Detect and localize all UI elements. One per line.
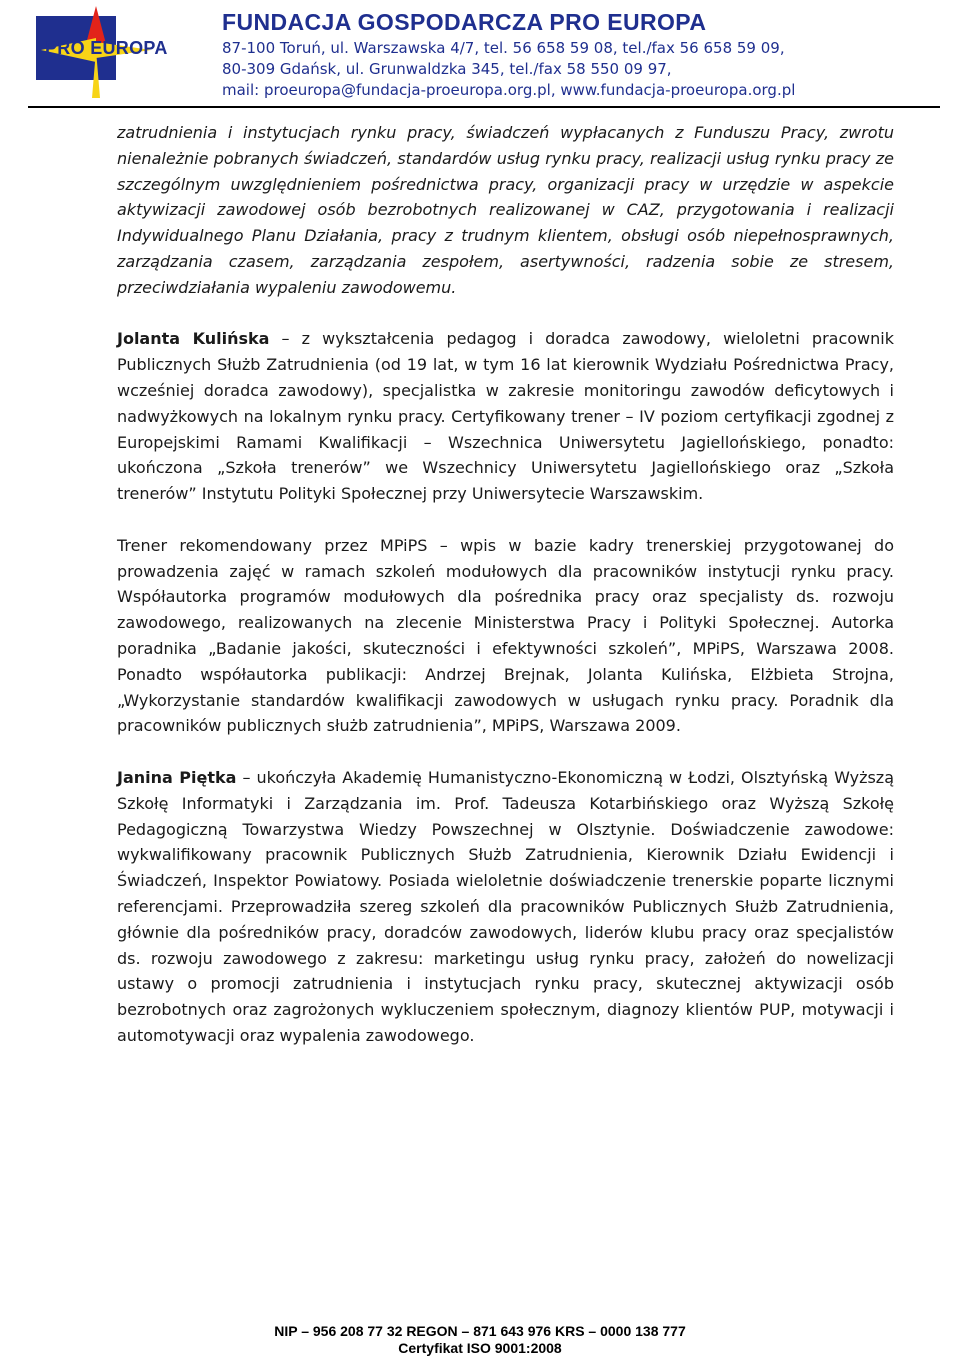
footer-registration-numbers: NIP – 956 208 77 32 REGON – 871 643 976 KRS – 0000 138 777 [274, 1323, 686, 1339]
document-body [117, 120, 894, 1074]
organization-name: FUNDACJA GOSPODARCZA PRO EUROPA [222, 9, 707, 35]
paragraph-kulinska [117, 326, 894, 507]
paragraph-pietka-text: – ukończyła Akademię Humanistyczno-Ekonomiczną w Łodzi, Olsztyńską Wyższą Szkołę Informatyki i Zarządzania im. Prof. Tadeusza Kotarbińskiego oraz Wyższą Szkołę Pedagogiczną Towarzystwa Wiedzy Powszechnej w Olsztynie. Doświadczenie zawodowe: wykwalifikowany pracownik Publicznych Służb Zatrudnienia, Kierownik Działu Ewidencji i Świadczeń, Inspektor Powiatowy. Posiada wieloletnie doświadczenie trenerskie poparte licznymi referencjami. Przeprowadziła szereg szkoleń dla pracowników Publicznych Służb Zatrudnienia, głównie dla pośredników pracy, doradców zawodowych, liderów klubu pracy oraz specjalistów ds. rozwoju zawodowego z zakresu: marketingu usług rynku pracy, założeń do nowelizacji ustawy o promocji zatrudnienia i instytucjach rynku pracy, skutecznej aktywizacji osób bezrobotnych oraz zagrożonych wykluczeniem społecznym, diagnozy klientów PUP, motywacji i automotywacji oraz wypalenia zawodowego. [117, 767, 895, 1045]
address-line-2: 80-309 Gdańsk, ul. Grunwaldzka 345, tel./fax 58 550 09 97, [222, 60, 672, 78]
address-line-1: 87-100 Toruń, ul. Warszawska 4/7, tel. 56 658 59 08, tel./fax 56 658 59 09, [222, 39, 785, 57]
paragraph-kulinska-text: – z wykształcenia pedagog i doradca zawodowy, wieloletni pracownik Publicznych Służb Zatrudnienia (od 19 lat, w tym 16 lat kierownik Wydziału Pośrednictwa Pracy, wcześniej doradca zawodowy), specjalistka w zakresie monitoringu zawodów deficytowych i nadwyżkowych na lokalnym rynku pracy. Certyfikowany trener – IV poziom certyfikacji zgodnej z Europejskimi Ramami Kwalifikacji – Wszechnica Uniwersytetu Jagiellońskiego, ponadto: ukończona „Szkoła trenerów” we Wszechnicy Uniwersytetu Jagiellońskiego oraz „Szkoła trenerów” Instytutu Polityki Społecznej przy Uniwersytecie Warszawskim. [117, 329, 894, 504]
footer-certificate: Certyfikat ISO 9001:2008 [398, 1340, 562, 1356]
paragraph-1: zatrudnienia i instytucjach rynku pracy, świadczeń wypłacanych z Funduszu Pracy, zwrotu nienależnie pobranych świadczeń, standardów usług rynku pracy, realizacji usług rynku pracy ze szczególnym uwzględnieniem pośrednictwa pracy, organizacji pracy w urzędzie w aspekcie aktywizacji zawodowej osób bezrobotnych realizowanej w CAZ, przygotowania i realizacji Indywidualnego Planu Działania, pracy z trudnym klientem, obsługi osób niepełnosprawnych, zarządzania czasem, zarządzania zespołem, asertywności, radzenia sobie ze stresem, przeciwdziałania wypaleniu zawodowemu. [117, 123, 894, 297]
header-divider [28, 106, 940, 108]
trainer-name-kulinska: Jolanta Kulińska [117, 329, 270, 349]
trainer-name-pietka: Janina Piętka [117, 767, 237, 787]
page-footer [0, 1323, 960, 1357]
logo-text: PRO EUROPA [45, 38, 168, 58]
paragraph-pietka [117, 765, 894, 1049]
address-line-3: mail: proeuropa@fundacja-proeuropa.org.pl, www.fundacja-proeuropa.org.pl [222, 81, 796, 99]
letterhead [0, 0, 960, 108]
paragraph-3: Trener rekomendowany przez MPiPS – wpis w bazie kadry trenerskiej przygotowanej do prowadzenia zajęć w ramach szkoleń modułowych dla pracowników instytucji rynku pracy. Współautorka programów modułowych dla pośrednika pracy oraz specjalisty ds. rozwoju zawodowego, realizowanych na zlecenie Ministerstwa Pracy i Polityki Społecznej. Autorka poradnika „Badanie jakości, skuteczności i efektywności szkoleń”, MPiPS, Warszawa 2008. Ponadto współautorka publikacji: Andrzej Brejnak, Jolanta Kulińska, Elżbieta Strojna, „Wykorzystanie standardów kwalifikacji zawodowych w usługach rynku pracy. Poradnik dla pracowników publicznych służb zatrudnienia”, MPiPS, Warszawa 2009. [117, 535, 894, 736]
